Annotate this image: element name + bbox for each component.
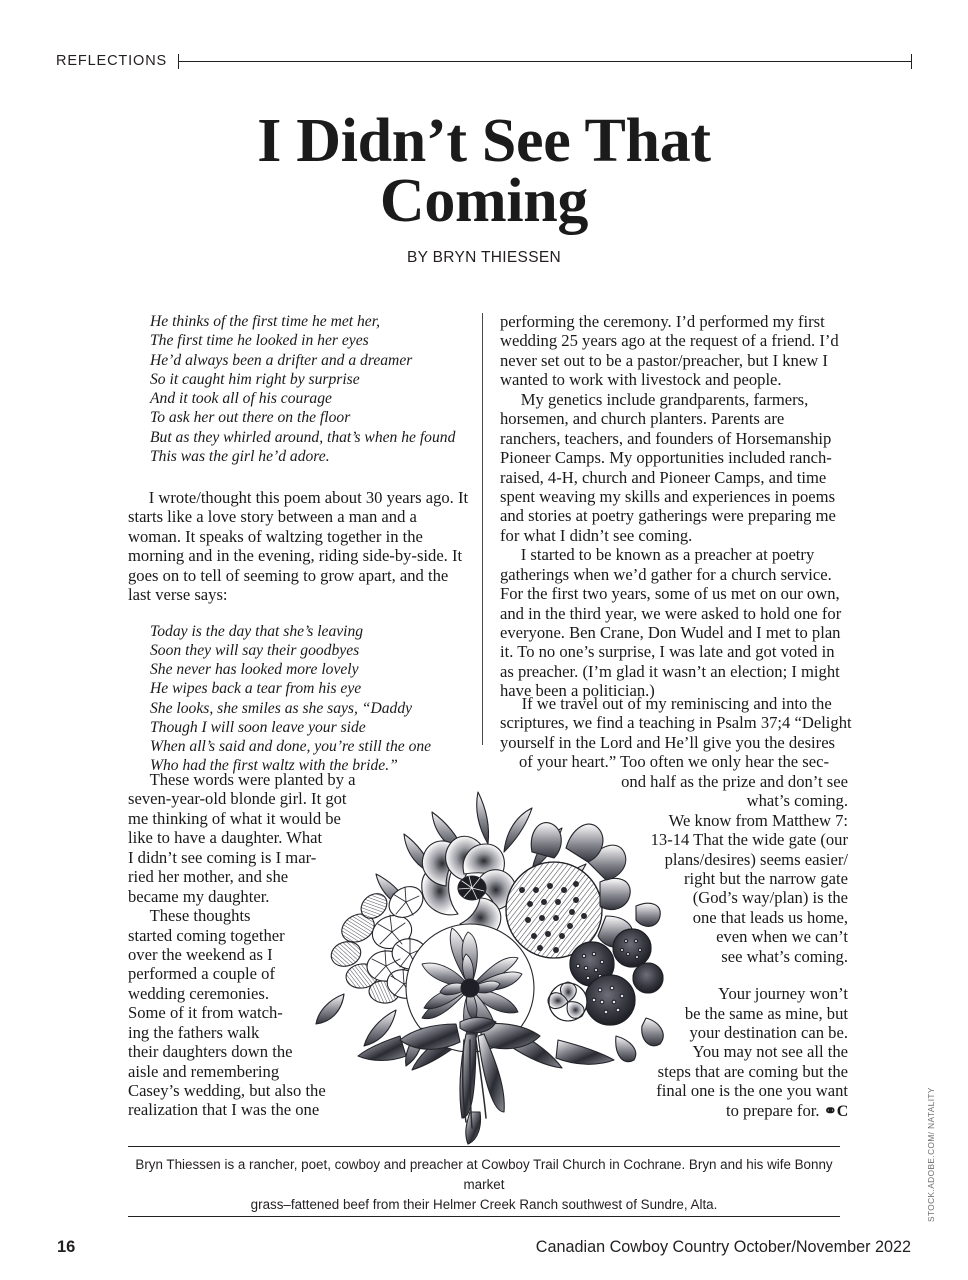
poem-one-line: So it caught him right by surprise	[150, 370, 360, 388]
wrapped-line: see what’s coming.	[721, 946, 848, 966]
wrapped-line: ing the fathers walk	[128, 1022, 260, 1042]
wrapped-line: became my daughter.	[128, 886, 270, 906]
poem-two-line: He wipes back a tear from his eye	[150, 680, 362, 698]
wrapped-line: Casey’s wedding, but also the	[128, 1081, 326, 1100]
title-line-2: Coming	[379, 166, 589, 235]
column-divider	[482, 313, 483, 745]
author-bio	[128, 1155, 840, 1215]
wrapped-line: These words were planted by a	[149, 770, 356, 789]
wrapped-line: performed a couple of	[128, 964, 275, 984]
title-line-1: I Didn’t See That	[257, 107, 711, 175]
byline: BY BRYN THIESSEN	[407, 249, 561, 267]
wrapped-line: plans/desires) seems easier/	[664, 849, 848, 869]
header-rule-container	[178, 52, 912, 70]
poem-two	[150, 622, 472, 776]
poem-two-line: She looks, she smiles as she says, “Daddy	[150, 699, 413, 717]
poem-one-line: The first time he looked in her eyes	[150, 332, 369, 350]
wrapped-line: started coming together	[128, 925, 285, 945]
wrapped-line-final	[500, 1101, 848, 1122]
poem-one-line: He thinks of the first time he met her,	[150, 313, 380, 330]
wrapped-line: seven-year-old blonde girl. It got	[128, 789, 347, 809]
wrapped-line: You may not see all the	[692, 1042, 848, 1062]
wrapped-line: If we travel out of my reminiscing and into the	[521, 694, 832, 713]
wrapped-line: what’s coming.	[746, 791, 848, 811]
wrapped-line: wedding ceremonies.	[128, 983, 269, 1003]
right-column-wrapped-text	[500, 694, 852, 1122]
page-number: 16	[57, 1238, 76, 1256]
poem-one-line: This was the girl he’d adore.	[150, 447, 330, 465]
author-bio-line-1: Bryn Thiessen is a rancher, poet, cowboy and preacher at Cowboy Trail Church in Cochrane. Bryn and his wife Bonny market	[135, 1157, 833, 1193]
header-horizontal-rule	[178, 61, 912, 62]
poem-two-line: She never has looked more lovely	[150, 661, 359, 679]
publication-info: Canadian Cowboy Country October/November 2022	[535, 1238, 911, 1256]
header-tick-right-icon	[911, 54, 912, 69]
author-bio-line-2: grass–fattened beef from their Helmer Creek Ranch southwest of Sundre, Alta.	[250, 1197, 718, 1213]
spacer	[128, 466, 472, 488]
wrapped-line: scriptures, we find a teaching in Psalm 37;4 “Delight	[500, 713, 852, 733]
left-column-wrapped-text	[128, 770, 356, 1120]
right-column	[500, 312, 848, 701]
wrapped-line: (God’s way/plan) is the	[692, 888, 848, 908]
wrapped-line-text: to prepare for.	[725, 1100, 820, 1120]
wrapped-line: These thoughts	[149, 906, 251, 926]
bio-rule-top	[128, 1146, 840, 1147]
wrapped-line: realization that I was the one	[128, 1100, 320, 1120]
section-kicker: REFLECTIONS	[56, 52, 168, 69]
wrapped-line: aisle and remembering	[128, 1061, 280, 1081]
poem-one-line: And it took all of his courage	[150, 390, 332, 407]
wrapped-line: 13-14 That the wide gate (our	[650, 830, 848, 850]
section-header	[56, 46, 912, 76]
poem-two-line: When all’s said and done, you’re still the one	[150, 738, 432, 756]
spacer	[500, 966, 848, 984]
poem-two-line: Soon they will say their goodbyes	[150, 641, 360, 659]
wrapped-line: Your journey won’t	[718, 984, 848, 1004]
wrapped-line: final one is the one you want	[656, 1081, 848, 1101]
wrapped-line: We know from Matthew 7:	[668, 810, 848, 830]
wrapped-line: Some of it from watch-	[128, 1003, 283, 1023]
wrapped-line: steps that are coming but the	[657, 1061, 848, 1081]
poem-two-line: Though I will soon leave your side	[150, 718, 366, 736]
poem-one-line: To ask her out there on the floor	[150, 409, 351, 427]
wrapped-line: I didn’t see coming is I mar-	[128, 847, 317, 867]
spacer	[128, 605, 472, 622]
wrapped-line: yourself in the Lord and He’ll give you the desires	[500, 732, 836, 752]
title-block	[120, 107, 848, 267]
right-paragraph-1: performing the ceremony. I’d performed my first wedding 25 years ago at the request of a friend. I’d never set out to be a pastor/preacher, but I knew I wanted to work with livestock and people.	[500, 312, 839, 390]
wrapped-line: even when we can’t	[716, 927, 848, 947]
poem-two-line: Today is the day that she’s leaving	[150, 622, 364, 640]
wrapped-line: ried her mother, and she	[128, 867, 289, 887]
bio-rule-bottom	[128, 1216, 840, 1217]
photo-credit-text: STOCK.ADOBE.COM/ NATALITY	[926, 1087, 936, 1222]
right-paragraph-3: I started to be known as a preacher at poetry gatherings when we’d gather for a church service. For the first two years, some of us met on our own, and in the third year, we were asked to hold one for everyone. Ben Crane, Don Wudel and I met to plan it. To no one’s surprise, I was late and got voted in as preacher. (I’m glad it wasn’t an election; I might have been a politician.)	[500, 545, 842, 701]
wrapped-line: their daughters down the	[128, 1042, 293, 1062]
right-paragraph-2: My genetics include grandparents, farmers, horsemen, and church planters. Parents are ranchers, teachers, and founders of Horsemanship Pioneer Camps. My opportunities included ranch-raised, 4-H, church and Pioneer Camps, and time spent weaving my skills and experiences in poems and stories at poetry gatherings were preparing me for what I didn’t see coming.	[500, 389, 836, 545]
left-intro-paragraph: I wrote/thought this poem about 30 years ago. It starts like a love story between a man and a woman. It speaks of waltzing together in the morning and in the evening, riding side-by-side. It goes on to tell of seeming to grow apart, and the last verse says:	[128, 488, 469, 605]
left-column	[128, 312, 472, 776]
wrapped-line: over the weekend as I	[128, 944, 273, 964]
poem-one-line: But as they whirled around, that’s when he found	[150, 428, 456, 446]
wrapped-line: like to have a daughter. What	[128, 828, 323, 848]
poem-one-line: He’d always been a drifter and a dreamer	[150, 351, 413, 369]
page-title	[120, 107, 848, 235]
wrapped-line: right but the narrow gate	[683, 868, 848, 888]
wrapped-line: me thinking of what it would be	[128, 808, 341, 828]
wrapped-line: ond half as the prize and don’t see	[621, 771, 848, 791]
poem-one	[150, 312, 472, 466]
wrapped-line: your destination can be.	[689, 1023, 848, 1042]
wrapped-line: one that leads us home,	[692, 907, 848, 927]
photo-credit	[926, 1087, 948, 1222]
end-mark-icon: ⚭C	[823, 1102, 848, 1120]
wrapped-line: be the same as mine, but	[684, 1003, 848, 1023]
wrapped-line: of your heart.” Too often we only hear the sec-	[518, 752, 829, 772]
poem-two-line: Who had the first waltz with the bride.”	[150, 757, 398, 775]
